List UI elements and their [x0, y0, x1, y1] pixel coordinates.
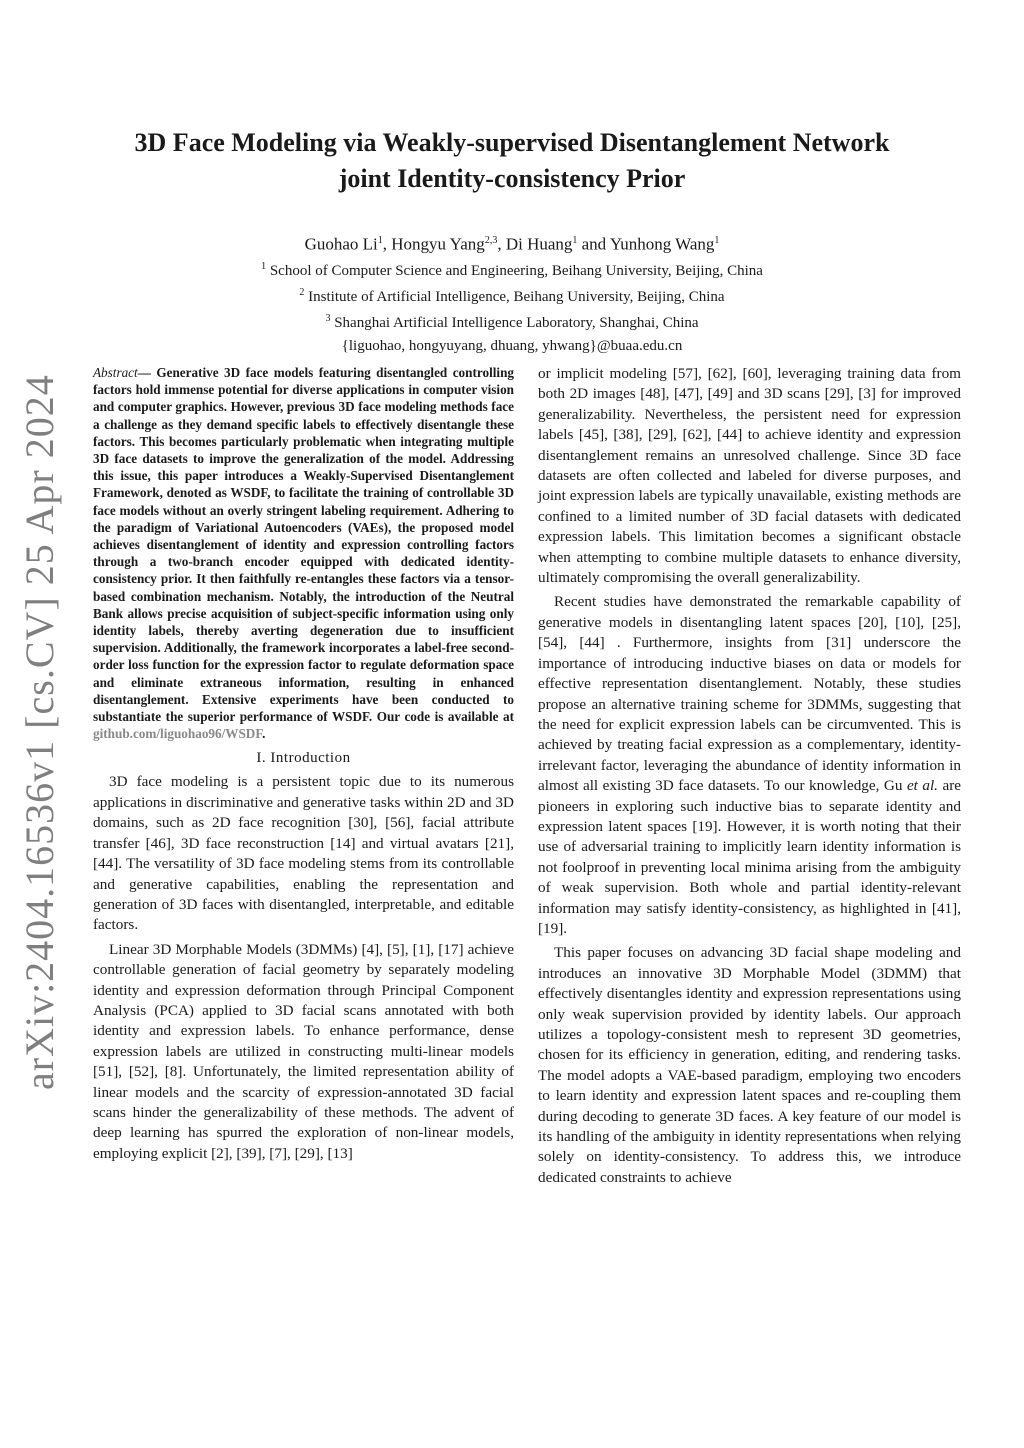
code-link[interactable]: github.com/liguohao96/WSDF — [93, 726, 263, 742]
affiliation — [60, 308, 964, 334]
author-affil-mark: 1 — [572, 235, 578, 246]
affiliation-text: Institute of Artificial Intelligence, Beihang University, Beijing, China — [308, 288, 725, 305]
author-conjunction: and — [581, 234, 607, 254]
author-name: Hongyu Yang — [391, 234, 485, 254]
paragraph-text: are pioneers in exploring such inductive bias to separate identity and expression latent spaces [19]. However, it is worth noting that their use of adversarial training to implicitly learn identity information is not foolproof in preventing local minima arising from the ambiguity of weak supervision. Both whole and partial identity-relevant information may satisfy identity-consistency, as highlighted in [41], [19]. — [538, 777, 961, 937]
affiliation-number: 1 — [261, 260, 267, 272]
author-affil-mark: 1 — [377, 235, 383, 246]
affiliation-number: 2 — [299, 286, 305, 298]
arxiv-identifier: arXiv:2404.16536v1 [cs.CV] 25 Apr 2024 — [17, 374, 62, 1090]
affiliation-text: School of Computer Science and Engineering, Beihang University, Beijing, China — [269, 262, 763, 279]
section-heading: I. Introduction — [256, 750, 351, 767]
author-name: Di Huang — [505, 234, 573, 254]
body-paragraph: or implicit modeling [57], [62], [60], leveraging training data from both 2D images [48], [47], [49] and 3D scans [29], [3] for improved generalizability. Nevertheless, the persistent need for expression labels [45], [38], [29], [62], [44] to achieve identity and expression disentanglement remains an unresolved challenge. Since 3D face datasets are often collected and labeled for diverse purposes, and joint expression labels are typically unavailable, existing methods are confined to a limited number of 3D facial datasets with dedicated expression labels. This limitation becomes a significant obstacle when attempting to combine multiple datasets to enhance diversity, ultimately compromising the overall generalizability. — [538, 365, 961, 587]
right-column — [538, 364, 961, 1188]
abstract — [93, 364, 514, 742]
author-name: Yunhong Wang — [609, 234, 715, 254]
affiliation-text: Shanghai Artificial Intelligence Laboratory, Shanghai, China — [334, 314, 699, 331]
author-affil-mark: 2,3 — [484, 235, 498, 246]
author-list: Guohao Li$^1$, Hongyu Yang$^{2,3}$, Di Huang$^1$ and Yunhong Wang$^1$ — [304, 234, 720, 254]
author-emails: {liguohao, hongyuyang, dhuang, yhwang}@buaa.edu.cn — [341, 337, 683, 354]
title-line-1: 3D Face Modeling via Weakly-supervised Disentanglement Network — [134, 128, 890, 157]
body-paragraph — [538, 592, 961, 939]
abstract-label: Abstract — [93, 365, 138, 380]
paper-header — [60, 125, 964, 357]
body-paragraph: Linear 3D Morphable Models (3DMMs) [4], [5], [1], [17] achieve controllable generation of facial geometry by separately modeling identity and expression deformation through Principal Component Analysis (PCA) applied to 3D facial scans annotated with both identity and expression labels. To enhance performance, dense expression labels are utilized in constructing multi-linear models [51], [52], [8]. Unfortunately, the limited representation ability of linear models and the scarcity of expression-annotated 3D facial scans hinder the generalizability of these methods. The advent of deep learning has spurred the exploration of non-linear models, employing explicit [2], [39], [7], [29], [13] — [93, 940, 514, 1162]
author-affil-mark: 1 — [714, 235, 720, 246]
body-paragraph: This paper focuses on advancing 3D facial shape modeling and introduces an innovative 3D Morphable Model (3DMM) that effectively disentangles identity and expression representations using only weak supervision provided by identity labels. Our approach utilizes a topology-consistent mesh to represent 3D geometries, chosen for its efficiency in generation, editing, and rendering tasks. The model adopts a VAE-based paradigm, employing two encoders to learn identity and expression latent spaces and re-coupling them during decoding to generate 3D faces. A key feature of our model is its handling of the ambiguity in identity representations when relying solely on identity-consistency. To address this, we introduce dedicated constraints to achieve — [538, 944, 961, 1186]
abstract-text: Generative 3D face models featuring disentangled controlling factors hold immense potential for diverse applications in computer vision and computer graphics. However, previous 3D face modeling methods face a challenge as they demand specific labels to effectively disentangle these factors. This becomes particularly problematic when integrating multiple 3D face datasets to improve the generalization of the model. Addressing this issue, this paper introduces a Weakly-Supervised Disentanglement Framework, denoted as WSDF, to facilitate the training of controllable 3D face models without an overly stringent labeling requirement. Adhering to the paradigm of Variational Autoencoders (VAEs), the proposed model achieves disentanglement of identity and expression controlling factors through a two-branch encoder equipped with dedicated identity-consistency prior. It then faithfully re-entangles these factors via a tensor-based combination mechanism. Notably, the introduction of the Neutral Bank allows precise acquisition of subject-specific information using only identity labels, thereby averting degeneration due to insufficient supervision. Additionally, the framework incorporates a label-free second-order loss function for the expression factor to regulate deformation space and eliminate extraneous information, resulting in enhanced disentanglement. Extensive experiments have been conducted to substantiate the superior performance of WSDF. Our code is available at — [93, 365, 515, 725]
affiliation — [60, 256, 964, 282]
paragraph-text: Recent studies have demonstrated the remarkable capability of generative models in disentangling latent spaces [20], [10], [25], [54], [44] . Furthermore, insights from [31] underscore the importance of introducing inductive biases on data or models for effective representation disentanglement. Notably, these studies propose an alternative training scheme for 3DMMs, suggesting that the need for explicit expression labels can be circumvented. This is achieved by treating facial expression as a complementary, identity-irrelevant factor, leveraging the abundance of identity information in almost all existing 3D face datasets. To our knowledge, Gu — [538, 593, 961, 795]
author-name: Guohao Li — [304, 234, 378, 254]
paper-title — [60, 125, 964, 197]
body-paragraph: 3D face modeling is a persistent topic due to its numerous applications in discriminative and generative tasks within 2D and 3D domains, such as 2D face recognition [30], [56], facial attribute transfer [46], 3D face reconstruction [14] and virtual avatars [21], [44]. The versatility of 3D face modeling stems from its controllable and generative capabilities, enabling the representation and generation of 3D faces with disentangled, interpretable, and editable factors. — [93, 773, 514, 934]
abstract-end: . — [262, 726, 266, 742]
affiliation — [60, 282, 964, 308]
left-column — [93, 364, 514, 1164]
et-al-text: et al. — [906, 777, 938, 795]
title-line-2: joint Identity-consistency Prior — [338, 164, 686, 193]
abstract-dash: — — [137, 365, 157, 380]
affiliation-number: 3 — [325, 312, 331, 324]
